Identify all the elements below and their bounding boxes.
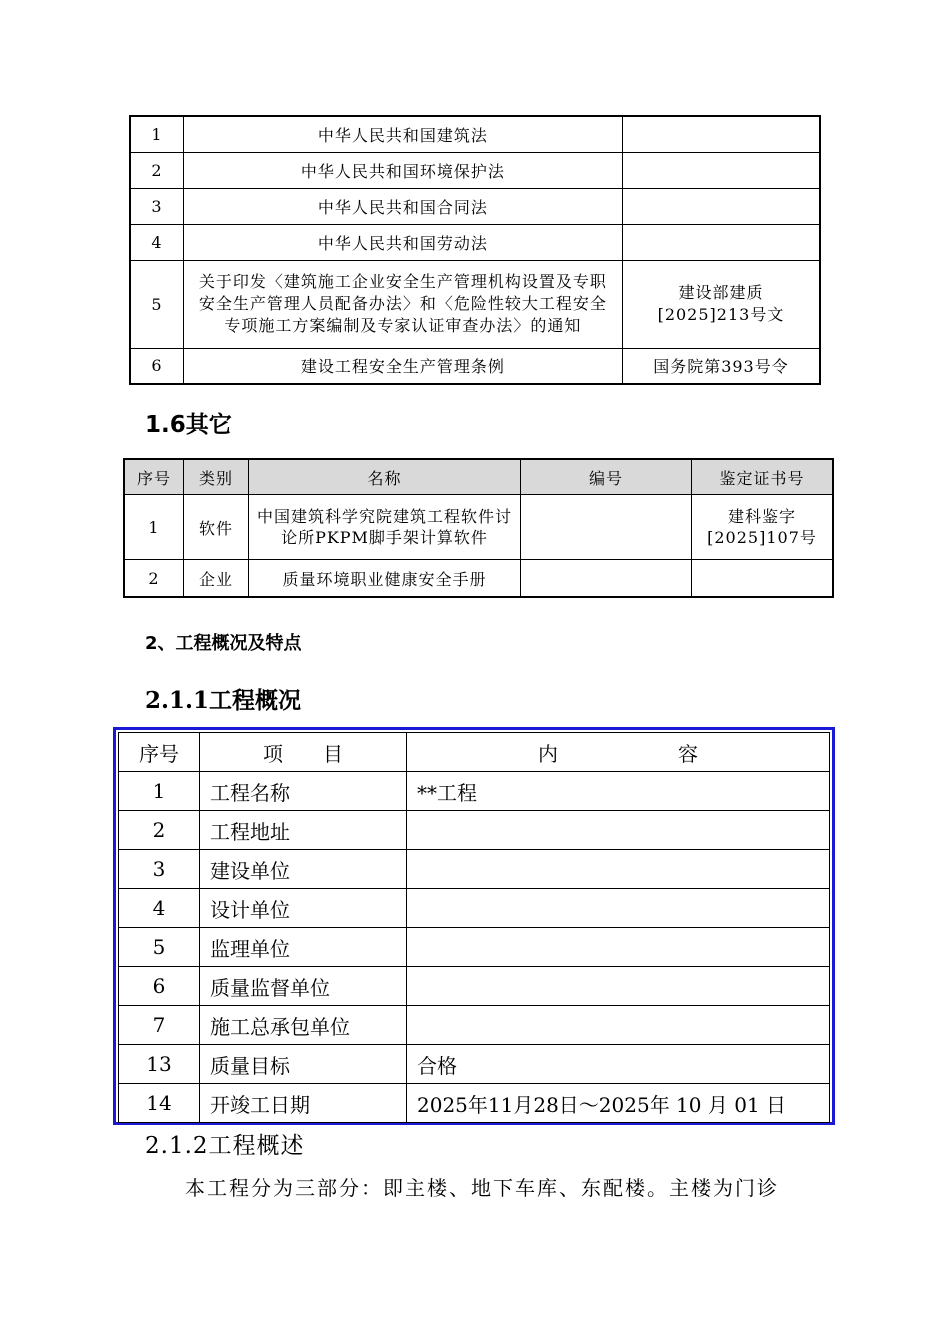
other-type: 软件 xyxy=(184,495,249,560)
header-cell: 编号 xyxy=(521,459,692,495)
overview-no: 13 xyxy=(119,1045,200,1084)
other-code xyxy=(521,560,692,598)
table-row xyxy=(119,1084,830,1123)
table-row xyxy=(119,1006,830,1045)
overview-table xyxy=(118,732,830,1123)
table-row xyxy=(119,928,830,967)
law-ref: 国务院第393号令 xyxy=(622,348,820,384)
overview-no: 6 xyxy=(119,967,200,1006)
law-ref: 建设部建质[2025]213号文 xyxy=(622,260,820,348)
overview-no: 3 xyxy=(119,850,200,889)
overview-content xyxy=(407,1006,830,1045)
law-name: 中华人民共和国建筑法 xyxy=(183,116,622,152)
law-no: 5 xyxy=(130,260,183,348)
law-ref xyxy=(622,152,820,188)
overview-item: 工程名称 xyxy=(200,772,407,811)
header-cell: 名称 xyxy=(249,459,521,495)
table-header-row xyxy=(119,733,830,772)
other-table xyxy=(123,458,834,598)
table-row xyxy=(130,348,820,384)
overview-content xyxy=(407,889,830,928)
law-name: 关于印发〈建筑施工企业安全生产管理机构设置及专职安全生产管理人员配备办法〉和〈危险性较大工程安全专项施工方案编制及专家认证审查办法〉的通知 xyxy=(183,260,622,348)
overview-no: 5 xyxy=(119,928,200,967)
header-cell: 类别 xyxy=(184,459,249,495)
other-no: 1 xyxy=(124,495,184,560)
overview-content xyxy=(407,811,830,850)
overview-item: 工程地址 xyxy=(200,811,407,850)
law-ref xyxy=(622,116,820,152)
overview-no: 2 xyxy=(119,811,200,850)
other-cert: 建科鉴字[2025]107号 xyxy=(692,495,834,560)
table-row xyxy=(119,967,830,1006)
laws-table xyxy=(129,115,821,385)
overview-content xyxy=(407,967,830,1006)
other-name: 质量环境职业健康安全手册 xyxy=(249,560,521,598)
law-ref xyxy=(622,224,820,260)
table-row xyxy=(130,188,820,224)
header-cell: 序号 xyxy=(119,733,200,772)
table-row xyxy=(119,811,830,850)
section-heading-2-1-1: 2.1.1工程概况 xyxy=(145,687,302,714)
table-row xyxy=(124,495,833,560)
overview-no: 14 xyxy=(119,1084,200,1123)
table-row xyxy=(130,260,820,348)
overview-content: 合格 xyxy=(407,1045,830,1084)
overview-content xyxy=(407,928,830,967)
section-heading-2: 2、工程概况及特点 xyxy=(145,633,302,654)
table-header-row xyxy=(124,459,833,495)
overview-no: 7 xyxy=(119,1006,200,1045)
header-cell: 序号 xyxy=(124,459,184,495)
overview-item: 开竣工日期 xyxy=(200,1084,407,1123)
table-row xyxy=(124,560,833,598)
other-type: 企业 xyxy=(184,560,249,598)
table-row xyxy=(119,889,830,928)
overview-content xyxy=(407,850,830,889)
section-heading-2-1-2: 2.1.2工程概述 xyxy=(145,1133,305,1159)
law-name: 中华人民共和国环境保护法 xyxy=(183,152,622,188)
law-name: 中华人民共和国合同法 xyxy=(183,188,622,224)
law-no: 1 xyxy=(130,116,183,152)
overview-item: 设计单位 xyxy=(200,889,407,928)
overview-item: 施工总承包单位 xyxy=(200,1006,407,1045)
table-row xyxy=(119,850,830,889)
overview-item: 质量目标 xyxy=(200,1045,407,1084)
overview-item: 监理单位 xyxy=(200,928,407,967)
body-paragraph: 本工程分为三部分：即主楼、地下车库、东配楼。主楼为门诊 xyxy=(185,1176,779,1200)
section-heading-1-6: 1.6其它 xyxy=(145,412,232,438)
table-row xyxy=(130,116,820,152)
law-name: 中华人民共和国劳动法 xyxy=(183,224,622,260)
law-no: 4 xyxy=(130,224,183,260)
header-cell: 项 目 xyxy=(200,733,407,772)
overview-table-frame xyxy=(113,727,835,1125)
overview-item: 质量监督单位 xyxy=(200,967,407,1006)
law-ref xyxy=(622,188,820,224)
overview-content: **工程 xyxy=(407,772,830,811)
overview-no: 1 xyxy=(119,772,200,811)
table-row xyxy=(119,772,830,811)
header-cell: 鉴定证书号 xyxy=(692,459,834,495)
other-name: 中国建筑科学究院建筑工程软件讨论所PKPM脚手架计算软件 xyxy=(249,495,521,560)
other-cert xyxy=(692,560,834,598)
law-name: 建设工程安全生产管理条例 xyxy=(183,348,622,384)
table-row xyxy=(119,1045,830,1084)
other-no: 2 xyxy=(124,560,184,598)
header-cell: 内 容 xyxy=(407,733,830,772)
table-row xyxy=(130,224,820,260)
law-no: 6 xyxy=(130,348,183,384)
overview-item: 建设单位 xyxy=(200,850,407,889)
law-no: 3 xyxy=(130,188,183,224)
table-row xyxy=(130,152,820,188)
law-no: 2 xyxy=(130,152,183,188)
overview-no: 4 xyxy=(119,889,200,928)
overview-content: 2025年11月28日～2025年 10 月 01 日 xyxy=(407,1084,830,1123)
other-code xyxy=(521,495,692,560)
